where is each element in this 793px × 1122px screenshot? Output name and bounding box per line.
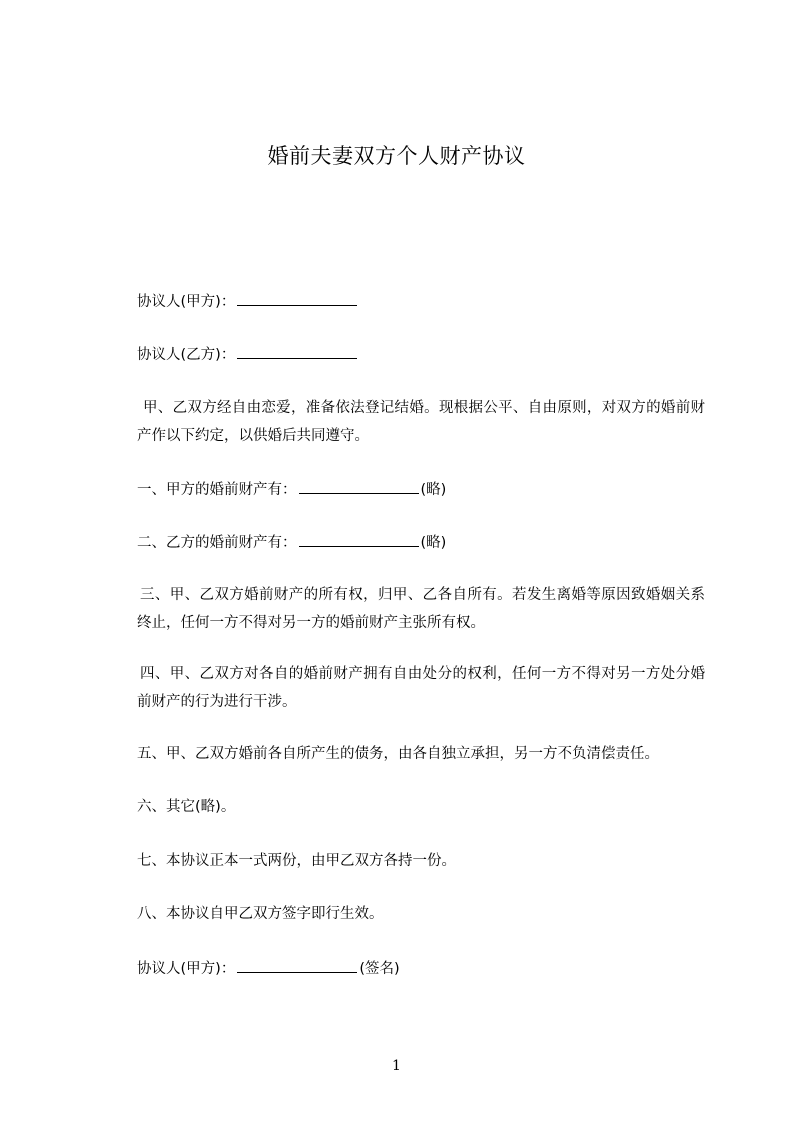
clause-4: 四、甲、乙双方对各自的婚前财产拥有自由处分的权利，任何一方不得对另一方处分婚前财产的行为进行干涉。	[137, 666, 705, 710]
clause-1-blank	[299, 479, 419, 494]
clause-2	[137, 532, 446, 553]
party-b-line	[137, 344, 359, 365]
signature-blank	[237, 958, 357, 973]
page-number: 1	[392, 1058, 401, 1074]
clause-6: 六、其它(略)。	[137, 799, 236, 815]
clause-7: 七、本协议正本一式两份，由甲乙双方各持一份。	[137, 853, 456, 869]
signature-line	[137, 958, 400, 979]
clause-2-blank	[299, 532, 419, 547]
clause-1	[137, 479, 446, 500]
clause-3: 三、甲、乙双方婚前财产的所有权，归甲、乙各自所有。若发生离婚等原因致婚姻关系终止，任何一方不得对另一方的婚前财产主张所有权。	[137, 587, 705, 631]
party-a-blank	[237, 291, 357, 306]
clause-2-label: 二、乙方的婚前财产有：	[137, 535, 297, 551]
signature-suffix: (签名)	[359, 961, 400, 977]
party-b-blank	[237, 344, 357, 359]
clause-1-label: 一、甲方的婚前财产有：	[137, 482, 297, 498]
clause-1-suffix: (略)	[420, 482, 447, 498]
document-title: 婚前夫妻双方个人财产协议	[267, 144, 526, 168]
signature-label: 协议人(甲方)：	[137, 961, 236, 977]
party-b-label: 协议人(乙方)：	[137, 347, 236, 363]
clause-8: 八、本协议自甲乙双方签字即行生效。	[137, 906, 384, 922]
clause-2-suffix: (略)	[420, 535, 447, 551]
party-a-line	[137, 291, 359, 312]
clause-5: 五、甲、乙双方婚前各自所产生的债务，由各自独立承担，另一方不负清偿责任。	[137, 746, 659, 762]
party-a-label: 协议人(甲方)：	[137, 294, 236, 310]
intro-paragraph: 甲、乙双方经自由恋爱，准备依法登记结婚。现根据公平、自由原则，对双方的婚前财产作以下约定，以供婚后共同遵守。	[137, 400, 705, 444]
